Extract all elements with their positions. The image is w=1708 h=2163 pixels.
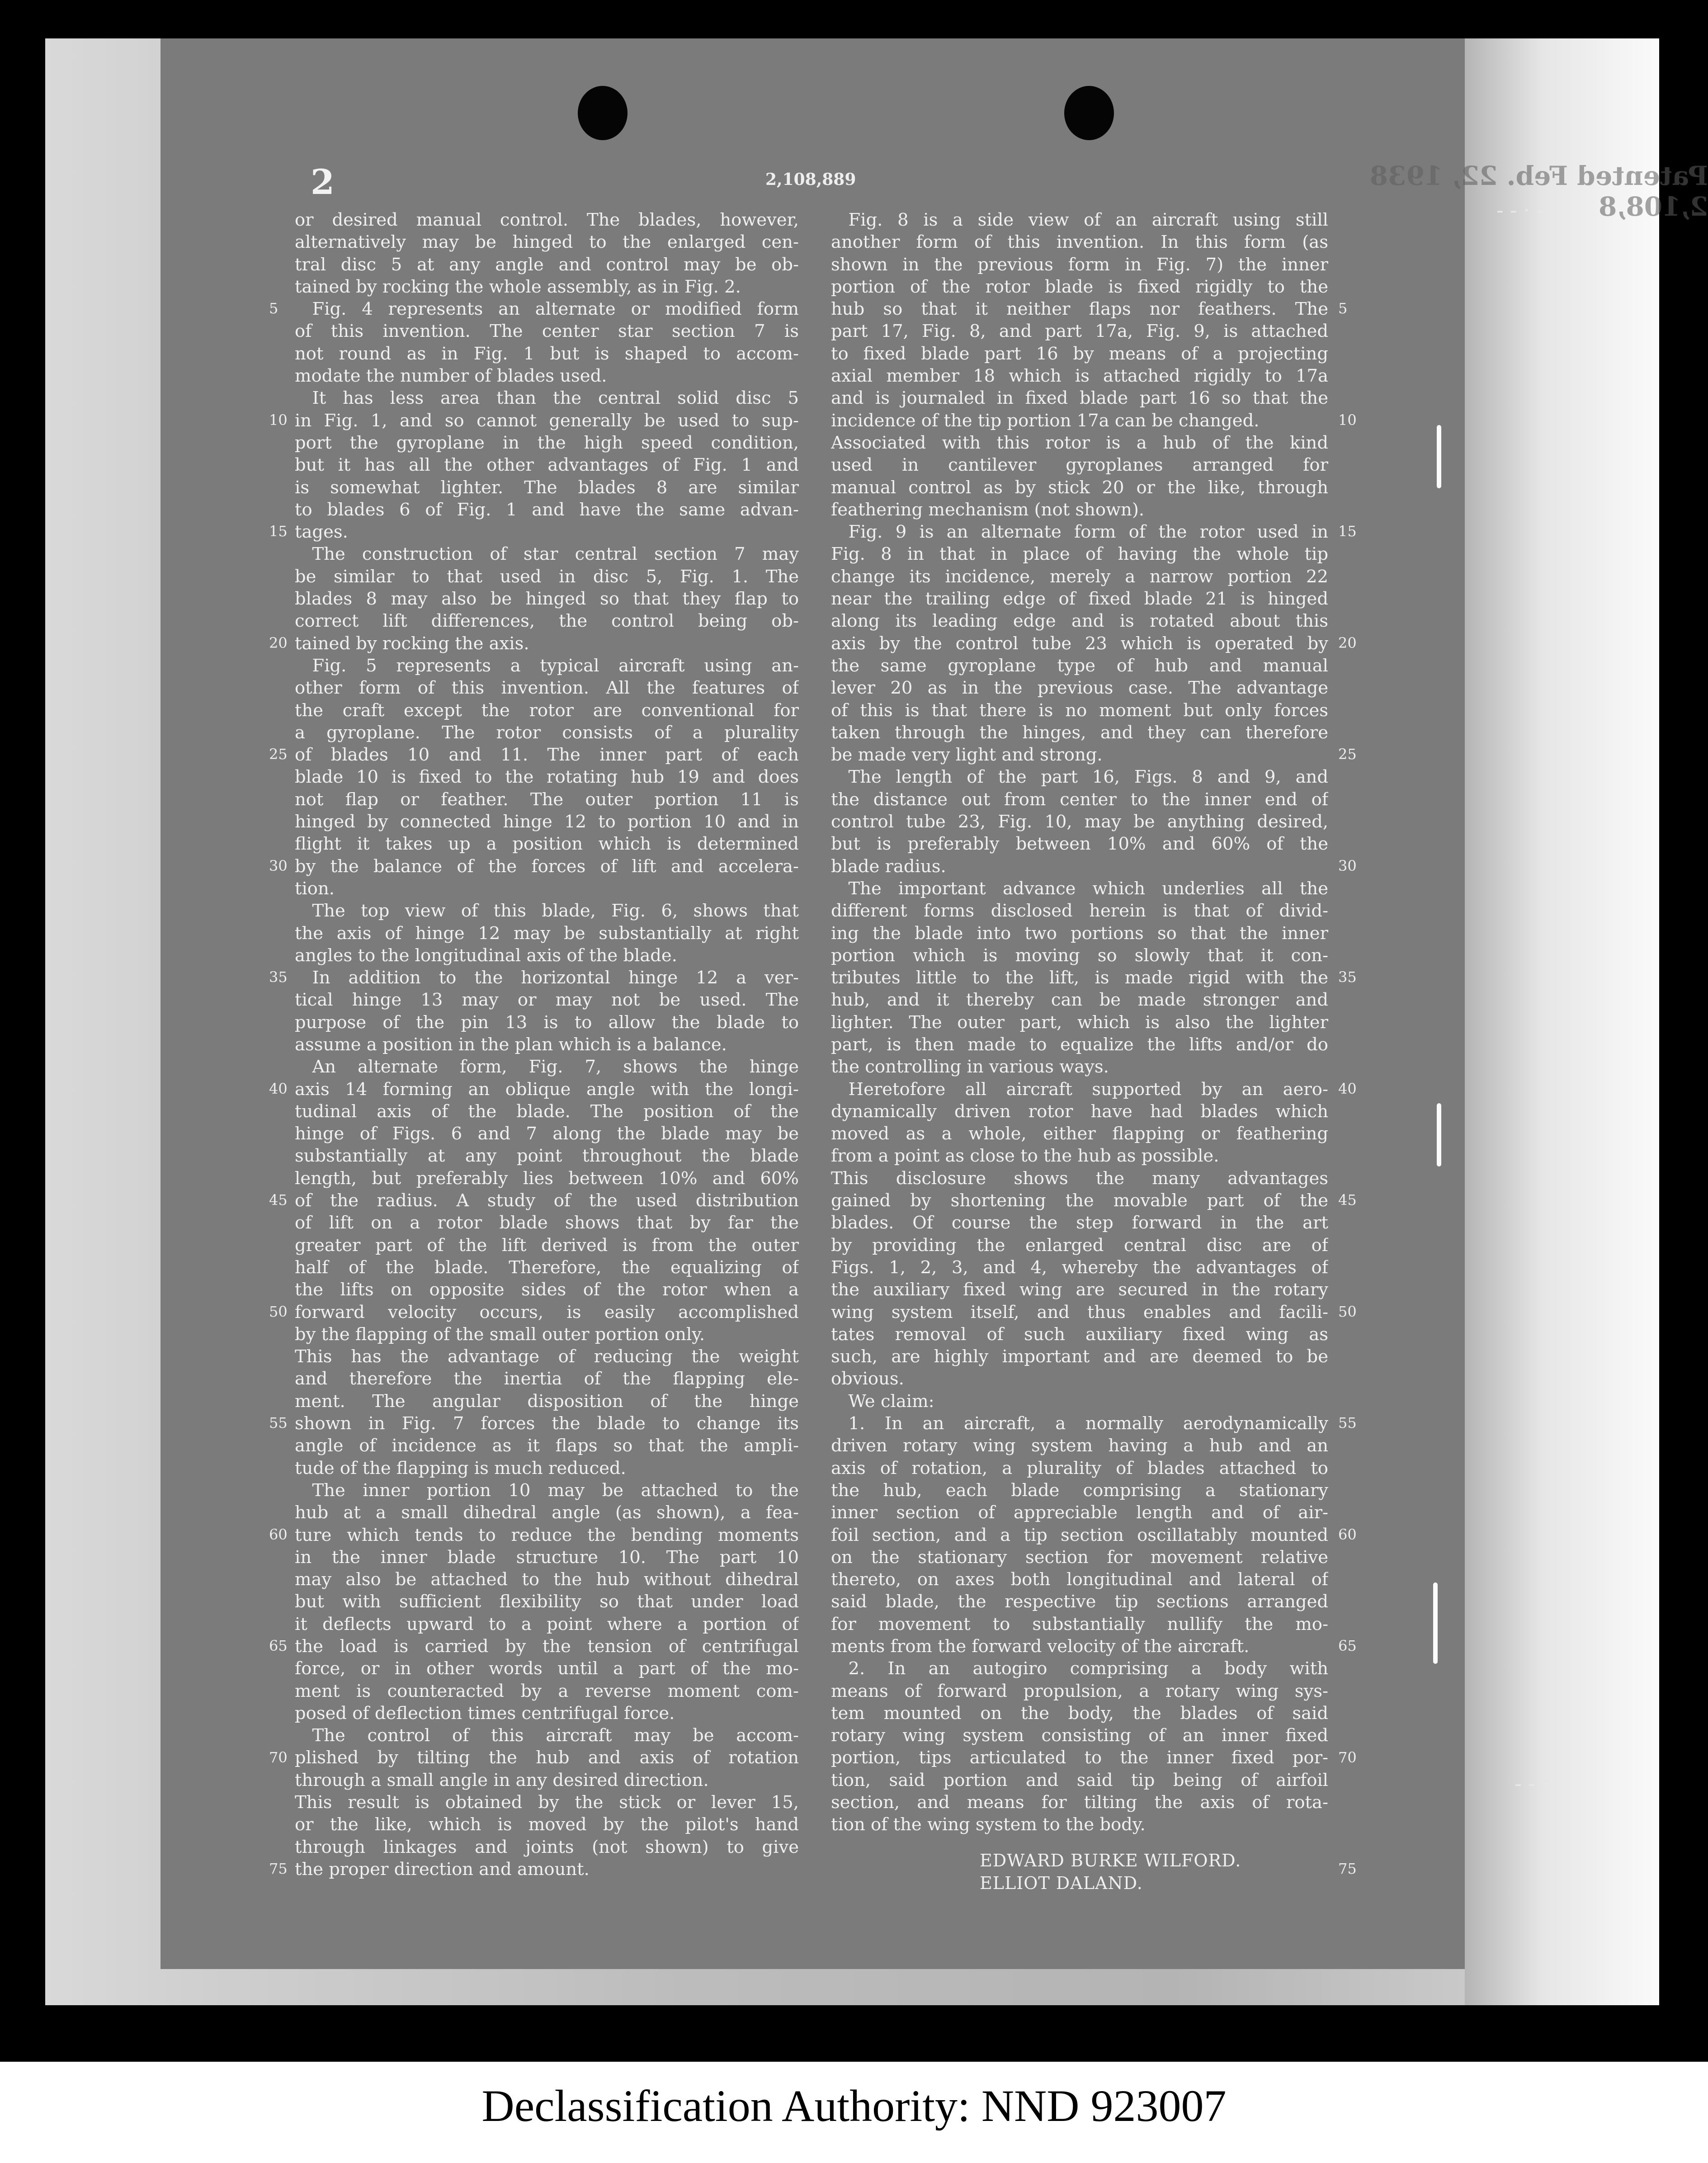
text-line: shown in the previous form in Fig. 7) the inner — [831, 254, 1328, 275]
text-line: tained by rocking the whole assembly, as in Fig. 2. — [295, 276, 741, 297]
line-number: 25 — [1338, 746, 1357, 763]
text-line: force, or in other words until a part of the mo- — [295, 1658, 799, 1679]
text-line: the axis of hinge 12 may be substantially at right — [295, 923, 799, 944]
text-line: tributes little to the lift, is made rigid with the — [831, 968, 1328, 988]
text-line: axis 14 forming an oblique angle with the longi- — [295, 1079, 799, 1100]
text-line: tates removal of such auxiliary fixed wing as — [831, 1324, 1328, 1345]
text-line: control tube 23, Fig. 10, may be anything desired, — [831, 812, 1328, 832]
text-line: obvious. — [831, 1369, 904, 1389]
text-line: of lift on a rotor blade shows that by far the — [295, 1213, 799, 1233]
line-number: 20 — [269, 634, 288, 652]
text-line: blade 10 is fixed to the rotating hub 19 and does — [295, 767, 799, 788]
line-number: 45 — [269, 1191, 288, 1209]
text-line: gained by shortening the movable part of the — [831, 1190, 1328, 1211]
text-line: means of forward propulsion, a rotary wing sys- — [831, 1681, 1328, 1701]
signature-wilford: EDWARD BURKE WILFORD. — [980, 1851, 1241, 1870]
text-line: substantially at any point throughout the blade — [295, 1146, 799, 1167]
text-line: blade radius. — [831, 856, 946, 877]
text-line: tude of the flapping is much reduced. — [295, 1458, 626, 1478]
text-line: tion. — [295, 878, 335, 899]
punch-hole-right — [1064, 86, 1114, 140]
line-number: 65 — [1338, 1637, 1357, 1655]
text-line: Fig. 9 is an alternate form of the rotor used in — [831, 522, 1328, 543]
text-line: correct lift differences, the control being ob- — [295, 611, 799, 632]
text-line: Fig. 5 represents a typical aircraft using an- — [295, 655, 799, 676]
text-line: by providing the enlarged central disc are of — [831, 1235, 1328, 1256]
text-line: assume a position in the plan which is a balance. — [295, 1034, 727, 1055]
text-line: by the flapping of the small outer portion only. — [295, 1324, 705, 1345]
text-line: said blade, the respective tip sections arranged — [831, 1592, 1328, 1612]
text-line: the auxiliary fixed wing are secured in the rotary — [831, 1280, 1328, 1300]
line-number: 35 — [269, 968, 288, 986]
text-line: tained by rocking the axis. — [295, 633, 529, 654]
text-line: ment is counteracted by a reverse moment com- — [295, 1681, 799, 1701]
text-line: Fig. 8 is a side view of an aircraft using still — [831, 210, 1328, 230]
text-line: other form of this invention. All the features of — [295, 678, 799, 699]
text-line: forward velocity occurs, is easily accomplished — [295, 1302, 799, 1322]
text-line: ture which tends to reduce the bending moments — [295, 1525, 799, 1545]
text-line: be made very light and strong. — [831, 745, 1103, 765]
text-line: the same gyroplane type of hub and manual — [831, 655, 1328, 676]
text-line: axial member 18 which is attached rigidly to 17a — [831, 366, 1328, 387]
text-line: The construction of star central section 7 may — [295, 544, 799, 565]
text-line: is somewhat lighter. The blades 8 are similar — [295, 477, 799, 498]
text-line: or the like, which is moved by the pilot's hand — [295, 1814, 799, 1835]
text-line: The length of the part 16, Figs. 8 and 9, and — [831, 767, 1328, 788]
signature-daland: ELLIOT DALAND. — [980, 1873, 1143, 1893]
text-line: through linkages and joints (not shown) to give — [295, 1837, 799, 1857]
text-line: in Fig. 1, and so cannot generally be used to sup- — [295, 410, 799, 431]
staple-mark-1 — [1437, 425, 1441, 488]
text-line: tical hinge 13 may or may not be used. The — [295, 990, 799, 1011]
text-line: rotary wing system consisting of an inner fixed — [831, 1725, 1328, 1746]
text-line: hub, and it thereby can be made stronger and — [831, 990, 1328, 1011]
text-line: of this is that there is no moment but only forces — [831, 700, 1328, 721]
text-line: Heretofore all aircraft supported by an aero- — [831, 1079, 1328, 1100]
punch-hole-left — [578, 86, 628, 140]
text-line: of blades 10 and 11. The inner part of each — [295, 745, 799, 765]
text-line: manual control as by stick 20 or the like, through — [831, 477, 1328, 498]
text-line: inner section of appreciable length and of air- — [831, 1502, 1328, 1523]
text-line: to blades 6 of Fig. 1 and have the same advan- — [295, 499, 799, 520]
text-line: flight it takes up a position which is determined — [295, 834, 799, 855]
text-line: the load is carried by the tension of centrifugal — [295, 1636, 799, 1657]
text-line: modate the number of blades used. — [295, 366, 607, 387]
text-line: half of the blade. Therefore, the equalizing of — [295, 1257, 799, 1278]
line-number: 10 — [269, 411, 288, 429]
text-line: driven rotary wing system having a hub and an — [831, 1436, 1328, 1456]
text-line: section, and means for tilting the axis of rota- — [831, 1792, 1328, 1813]
line-number: 65 — [269, 1637, 288, 1655]
text-line: 1. In an aircraft, a normally aerodynamically — [831, 1413, 1328, 1434]
line-number: 60 — [269, 1525, 288, 1543]
text-line: change its incidence, merely a narrow portion 22 — [831, 566, 1328, 587]
text-line: lever 20 as in the previous case. The advantage — [831, 678, 1328, 699]
text-line: for movement to substantially nullify the mo- — [831, 1614, 1328, 1634]
text-line: thereto, on axes both longitudinal and lateral of — [831, 1569, 1328, 1590]
text-line: dynamically driven rotor have had blades which — [831, 1101, 1328, 1122]
staple-mark-3 — [1433, 1582, 1438, 1664]
line-number: 55 — [1338, 1414, 1357, 1432]
line-number: 15 — [269, 523, 288, 540]
text-line: the lifts on opposite sides of the rotor when a — [295, 1280, 799, 1300]
text-line: tral disc 5 at any angle and control may be ob- — [295, 254, 799, 275]
line-number: 5 — [269, 300, 278, 317]
right-column — [831, 209, 1328, 1836]
text-line: An alternate form, Fig. 7, shows the hinge — [295, 1057, 799, 1077]
line-number: 35 — [1338, 968, 1357, 986]
line-number: 30 — [1338, 857, 1357, 874]
text-line: the distance out from center to the inner end of — [831, 789, 1328, 810]
text-line: posed of deflection times centrifugal force. — [295, 1703, 675, 1724]
text-line: a gyroplane. The rotor consists of a plurality — [295, 722, 799, 743]
line-number: 30 — [269, 857, 288, 874]
text-line: blades. Of course the step forward in the art — [831, 1213, 1328, 1233]
text-line: port the gyroplane in the high speed condition, — [295, 432, 799, 453]
text-line: it deflects upward to a point where a portion of — [295, 1614, 799, 1634]
text-line: be similar to that used in disc 5, Fig. 1. The — [295, 566, 799, 587]
text-line: portion which is moving so slowly that it con- — [831, 945, 1328, 966]
text-line: alternatively may be hinged to the enlarged cen- — [295, 232, 799, 253]
line-number: 45 — [1338, 1191, 1357, 1209]
text-line: and is journaled in fixed blade part 16 so that the — [831, 388, 1328, 409]
text-line: This has the advantage of reducing the weight — [295, 1346, 799, 1367]
text-line: Fig. 8 in that in place of having the whole tip — [831, 544, 1328, 565]
text-line: This disclosure shows the many advantages — [831, 1168, 1328, 1189]
text-line: angle of incidence as it flaps so that the ampli- — [295, 1436, 799, 1456]
text-line: purpose of the pin 13 is to allow the blade to — [295, 1012, 799, 1033]
line-number: 60 — [1338, 1525, 1357, 1543]
text-line: different forms disclosed herein is that of divid- — [831, 901, 1328, 921]
text-line: the proper direction and amount. — [295, 1859, 590, 1880]
text-line: feathering mechanism (not shown). — [831, 499, 1145, 520]
text-line: The control of this aircraft may be accom- — [295, 1725, 799, 1746]
text-line: but it has all the other advantages of Fig. 1 and — [295, 455, 799, 476]
text-line: another form of this invention. In this form (as — [831, 232, 1328, 253]
line-number: 25 — [269, 746, 288, 763]
line-number: 40 — [1338, 1080, 1357, 1097]
text-line: tion of the wing system to the body. — [831, 1814, 1146, 1835]
line-number: 5 — [1338, 300, 1348, 317]
text-line: The inner portion 10 may be attached to the — [295, 1480, 799, 1501]
text-line: used in cantilever gyroplanes arranged for — [831, 455, 1328, 476]
text-line: the hub, each blade comprising a stationary — [831, 1480, 1328, 1501]
text-line: portion, tips articulated to the inner fixed por- — [831, 1747, 1328, 1768]
line-number: 15 — [1338, 523, 1357, 540]
text-line: hinge of Figs. 6 and 7 along the blade may be — [295, 1124, 799, 1144]
text-line: not flap or feather. The outer portion 11 is — [295, 789, 799, 810]
text-line: or desired manual control. The blades, however, — [295, 210, 799, 230]
line-number: 50 — [269, 1303, 288, 1320]
text-line: Fig. 4 represents an alternate or modified form — [295, 299, 799, 320]
text-line: the craft except the rotor are conventional for — [295, 700, 799, 721]
text-line: shown in Fig. 7 forces the blade to change its — [295, 1413, 799, 1434]
text-line: tudinal axis of the blade. The position of the — [295, 1101, 799, 1122]
text-line: portion of the rotor blade is fixed rigidly to the — [831, 276, 1328, 297]
text-line: to fixed blade part 16 by means of a projecting — [831, 343, 1328, 364]
text-line: greater part of the lift derived is from the outer — [295, 1235, 799, 1256]
text-line: tion, said portion and said tip being of airfoil — [831, 1770, 1328, 1790]
line-number: 40 — [269, 1080, 288, 1097]
text-line: but is preferably between 10% and 60% of the — [831, 834, 1328, 855]
line-number: 75 — [269, 1860, 288, 1878]
text-line: near the trailing edge of fixed blade 21 is hinged — [831, 589, 1328, 609]
text-line: along its leading edge and is rotated about this — [831, 611, 1328, 632]
line-number: 70 — [269, 1748, 288, 1766]
text-line: This result is obtained by the stick or lever 15, — [295, 1792, 799, 1813]
text-line: It has less area than the central solid disc 5 — [295, 388, 799, 409]
text-line: ment. The angular disposition of the hinge — [295, 1391, 799, 1412]
text-line: ments from the forward velocity of the aircraft. — [831, 1636, 1250, 1657]
text-line: tem mounted on the body, the blades of said — [831, 1703, 1328, 1724]
page-number: 2 — [311, 162, 335, 202]
text-line: through a small angle in any desired direction. — [295, 1770, 709, 1790]
left-column — [295, 209, 799, 1880]
text-line: hinged by connected hinge 12 to portion 10 and in — [295, 812, 799, 832]
text-line: The important advance which underlies all the — [831, 878, 1328, 899]
text-line: angles to the longitudinal axis of the blade. — [295, 945, 677, 966]
text-line: by the balance of the forces of lift and accelera- — [295, 856, 799, 877]
text-line: In addition to the horizontal hinge 12 a ver- — [295, 968, 799, 988]
page-right-edge — [1465, 38, 1659, 2005]
text-line: taken through the hinges, and they can therefore — [831, 722, 1328, 743]
text-line: may also be attached to the hub without dihedral — [295, 1569, 799, 1590]
text-line: moved as a whole, either flapping or feathering — [831, 1124, 1328, 1144]
text-line: incidence of the tip portion 17a can be changed. — [831, 410, 1260, 431]
scratch-mark: - - · — [1515, 1772, 1548, 1795]
text-line: on the stationary section for movement relative — [831, 1547, 1328, 1568]
text-line: part, is then made to equalize the lifts and/or do — [831, 1034, 1328, 1055]
ghost-header-text: Patented Feb. 22, 1938 2,108,8 — [1369, 161, 1708, 222]
text-line: Figs. 1, 2, 3, and 4, whereby the advantages of — [831, 1257, 1328, 1278]
staple-mark-2 — [1437, 1103, 1441, 1167]
footer — [0, 2062, 1708, 2163]
text-line: length, but preferably lies between 10% and 60% — [295, 1168, 799, 1189]
text-line: hub so that it neither flaps nor feathers. The — [831, 299, 1328, 320]
text-line: ing the blade into two portions so that the inner — [831, 923, 1328, 944]
declassification-note: Declassification Authority: NND 923007 — [481, 2081, 1227, 2131]
text-line: lighter. The outer part, which is also the lighter — [831, 1012, 1328, 1033]
text-line: from a point as close to the hub as possible. — [831, 1146, 1219, 1167]
line-number: 70 — [1338, 1748, 1357, 1766]
patent-number: 2,108,889 — [765, 170, 856, 189]
text-line: part 17, Fig. 8, and part 17a, Fig. 9, is attached — [831, 321, 1328, 342]
text-line: in the inner blade structure 10. The part 10 — [295, 1547, 799, 1568]
text-line: 2. In an autogiro comprising a body with — [831, 1658, 1328, 1679]
text-line: wing system itself, and thus enables and facili- — [831, 1302, 1328, 1322]
scratch-mark: - - · - — [1496, 199, 1543, 222]
text-line: Associated with this rotor is a hub of the kind — [831, 432, 1328, 453]
text-line: the controlling in various ways. — [831, 1057, 1109, 1077]
text-line: hub at a small dihedral angle (as shown), a fea- — [295, 1502, 799, 1523]
text-line: of this invention. The center star section 7 is — [295, 321, 799, 342]
text-line: but with sufficient flexibility so that under load — [295, 1592, 799, 1612]
text-line: plished by tilting the hub and axis of rotation — [295, 1747, 799, 1768]
text-line: We claim: — [831, 1391, 934, 1412]
line-number: 20 — [1338, 634, 1357, 652]
line-number: 75 — [1338, 1860, 1357, 1878]
text-line: The top view of this blade, Fig. 6, shows that — [295, 901, 799, 921]
text-line: such, are highly important and are deemed to be — [831, 1346, 1328, 1367]
text-line: axis by the control tube 23 which is operated by — [831, 633, 1328, 654]
text-line: and therefore the inertia of the flapping ele- — [295, 1369, 799, 1389]
line-number: 50 — [1338, 1303, 1357, 1320]
line-number: 10 — [1338, 411, 1357, 429]
line-number: 55 — [269, 1414, 288, 1432]
text-line: tages. — [295, 522, 348, 543]
text-line: of the radius. A study of the used distribution — [295, 1190, 799, 1211]
text-line: blades 8 may also be hinged so that they flap to — [295, 589, 799, 609]
text-line: not round as in Fig. 1 but is shaped to accom- — [295, 343, 799, 364]
text-line: foil section, and a tip section oscillatably mounted — [831, 1525, 1328, 1545]
text-line: axis of rotation, a plurality of blades attached to — [831, 1458, 1328, 1478]
